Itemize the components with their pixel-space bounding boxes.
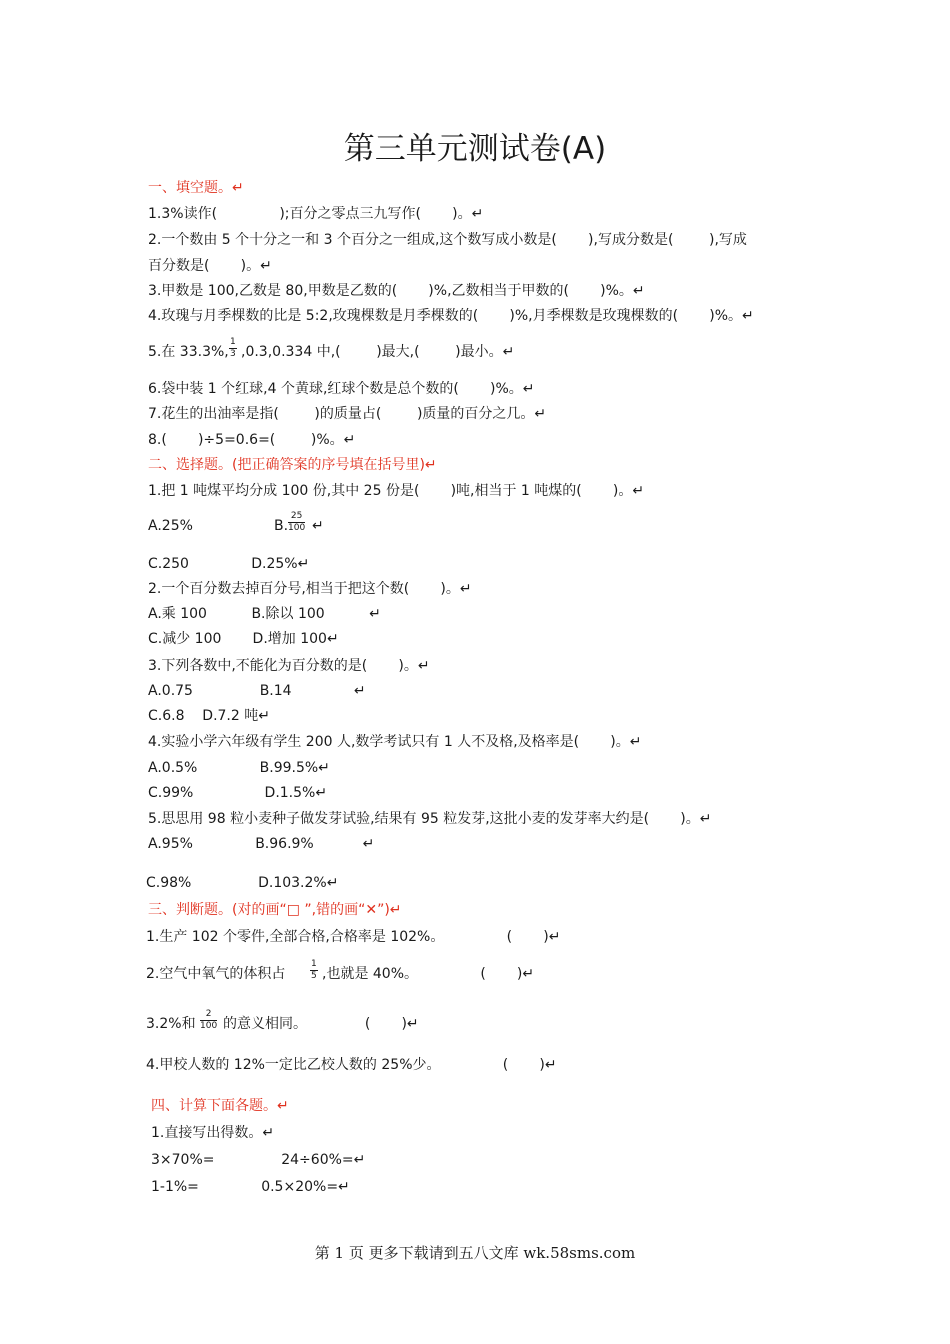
calc-row-1: 3×70%= 24÷60%=↵ [151, 1152, 366, 1168]
choice-q2-options-cd: C.减少 100 D.增加 100↵ [148, 631, 339, 647]
fraction-25-over-100 [288, 512, 305, 533]
fill-question-6: 6.袋中装 1 个红球,4 个黄球,红球个数是总个数的( )%。↵ [148, 381, 535, 397]
fill-question-2-line-2: 百分数是( )。↵ [148, 258, 272, 274]
judge-question-4: 4.甲校人数的 12%一定比乙校人数的 25%少。 ( )↵ [146, 1057, 557, 1073]
choice-q1-options-cd: C.250 D.25%↵ [148, 556, 310, 572]
choice-question-2: 2.一个百分数去掉百分号,相当于把这个数( )。↵ [148, 581, 472, 597]
calc-row-2: 1-1%= 0.5×20%=↵ [151, 1179, 350, 1195]
judge-question-2-suffix: ,也就是 40%。 ( )↵ [322, 966, 535, 982]
fill-question-8: 8.( )÷5=0.6=( )%。↵ [148, 432, 356, 448]
choice-q1-option-b-suffix: ↵ [312, 518, 324, 534]
fraction-numerator: 2 [200, 1010, 217, 1021]
fraction-denominator: 3 [230, 349, 236, 359]
fraction-denominator: 5 [311, 971, 317, 981]
fraction-numerator: 1 [311, 959, 317, 969]
choice-q4-options-cd: C.99% D.1.5%↵ [148, 785, 328, 801]
choice-q5-options-ab: A.95% B.96.9% ↵ [148, 836, 375, 852]
judge-question-2-prefix: 2.空气中氧气的体积占 [146, 966, 286, 982]
fill-question-5-suffix: ,0.3,0.334 中,( )最大,( )最小。↵ [241, 344, 515, 360]
choice-q5-options-cd: C.98% D.103.2%↵ [146, 875, 339, 891]
choice-q4-options-ab: A.0.5% B.99.5%↵ [148, 760, 330, 776]
fraction-one-third [229, 338, 237, 359]
fill-question-7: 7.花生的出油率是指( )的质量占( )质量的百分之几。↵ [148, 406, 547, 422]
choice-q3-options-ab: A.0.75 B.14 ↵ [148, 683, 366, 699]
section-heading-fill-in: 一、填空题。↵ [148, 180, 244, 196]
fraction-numerator: 1 [230, 337, 236, 347]
calc-subheading-direct: 1.直接写出得数。↵ [151, 1125, 275, 1141]
judge-question-3-prefix: 3.2%和 [146, 1016, 196, 1032]
section-heading-choice: 二、选择题。(把正确答案的序号填在括号里)↵ [148, 457, 437, 473]
choice-q1-option-a: A.25% [148, 518, 193, 534]
choice-question-4: 4.实验小学六年级有学生 200 人,数学考试只有 1 人不及格,及格率是( )。↵ [148, 734, 642, 750]
fraction-denominator: 100 [200, 1021, 218, 1031]
section-heading-judge: 三、判断题。(对的画“□ ”,错的画“✕”)↵ [148, 902, 402, 918]
choice-question-5: 5.思思用 98 粒小麦种子做发芽试验,结果有 95 粒发芽,这批小麦的发芽率大约是( )。↵ [148, 811, 712, 827]
choice-q3-options-cd: C.6.8 D.7.2 吨↵ [148, 708, 270, 724]
fill-question-5-prefix: 5.在 33.3%, [148, 344, 229, 360]
fraction-numerator: 25 [288, 512, 305, 523]
fill-question-4: 4.玫瑰与月季棵数的比是 5:2,玫瑰棵数是月季棵数的( )%,月季棵数是玫瑰棵数的( )%。↵ [148, 308, 754, 324]
page-footer: 第 1 页 更多下载请到五八文库 wk.58sms.com [314, 1244, 636, 1262]
choice-q1-option-b-prefix: B. [274, 518, 289, 534]
choice-q2-options-ab: A.乘 100 B.除以 100 ↵ [148, 606, 381, 622]
section-heading-calculation: 四、计算下面各题。↵ [151, 1098, 289, 1114]
fill-question-2-line-1: 2.一个数由 5 个十分之一和 3 个百分之一组成,这个数写成小数是( ),写成分数是( ),写成 [148, 232, 747, 248]
choice-question-3: 3.下列各数中,不能化为百分数的是( )。↵ [148, 658, 430, 674]
fill-question-3: 3.甲数是 100,乙数是 80,甲数是乙数的( )%,乙数相当于甲数的( )%。↵ [148, 283, 645, 299]
fraction-one-fifth [310, 960, 318, 981]
fraction-2-over-100 [200, 1010, 217, 1031]
judge-question-3-suffix: 的意义相同。 ( )↵ [223, 1016, 419, 1032]
choice-question-1: 1.把 1 吨煤平均分成 100 份,其中 25 份是( )吨,相当于 1 吨煤的( )。↵ [148, 483, 645, 499]
fraction-denominator: 100 [288, 523, 306, 533]
fill-question-1: 1.3%读作( );百分之零点三九写作( )。↵ [148, 206, 484, 222]
page-title: 第三单元测试卷(A) [343, 131, 607, 167]
judge-question-1: 1.生产 102 个零件,全部合格,合格率是 102%。 ( )↵ [146, 929, 561, 945]
